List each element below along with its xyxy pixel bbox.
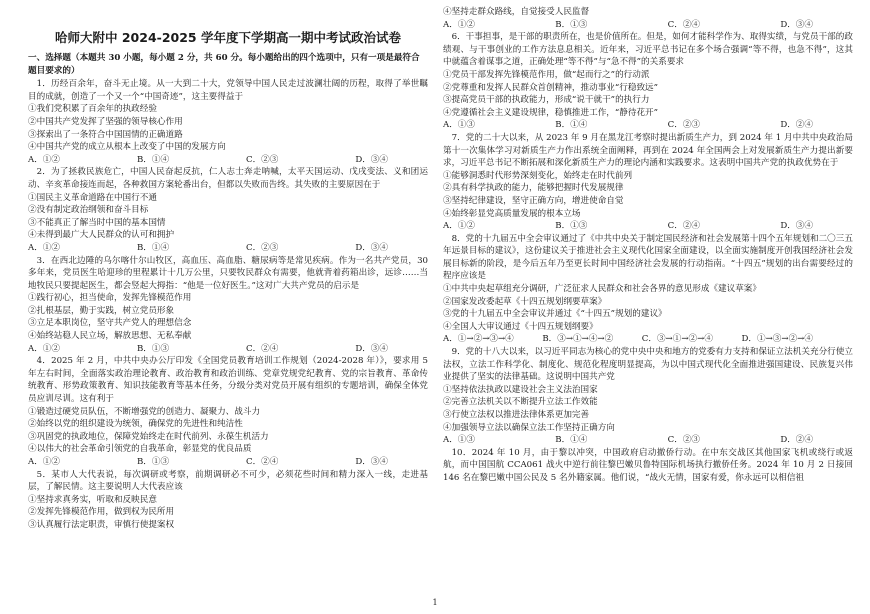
- question: [28, 78, 428, 166]
- option-statement: ③巩固党的执政地位，保障党始终走在时代前列、永葆生机活力: [28, 431, 269, 442]
- option-statement: ②始终以党的组织建设为统领，确保党的先进性和纯洁性: [28, 419, 243, 430]
- answer-choice[interactable]: A．①③: [443, 435, 475, 446]
- option-statement: ③不能真正了解当时中国的基本国情: [28, 217, 166, 228]
- option-statement: ①践行初心，担当使命，发挥先锋模范作用: [28, 293, 192, 304]
- answer-choice[interactable]: B．①④: [136, 242, 170, 253]
- option-statement: ①我们党积累了百余年的执政经验: [28, 104, 157, 115]
- answer-choice[interactable]: D．③④: [355, 154, 388, 165]
- option-statement: ③立足本职岗位，坚守共产党人的理想信念: [28, 318, 192, 329]
- answer-choice[interactable]: B．①④: [555, 120, 588, 131]
- answer-choice[interactable]: D．③④: [780, 221, 813, 232]
- answer-choices: [28, 154, 428, 167]
- answer-choice[interactable]: C．②③: [667, 120, 701, 131]
- option-statement: ①坚持依法执政以建设社会主义法治国家: [443, 384, 598, 395]
- option-statement: ④中国共产党的成立从根本上改变了中国的发展方向: [28, 142, 226, 153]
- option-statement: ③提高党员干部的执政能力，形成“说干就干”的执行力: [443, 95, 650, 106]
- right-questions: [443, 6, 853, 485]
- question-stem: 3．在西北边陲的乌尔喀什尔山牧区，高血压、高血脂、糖尿病等是常见疾病。作为一名共产党员，30 多年来，党员医生哈迎珍的里程累计十几万公里，只要牧民群众有需要，他就背着药箱出诊，远诊……当地牧民只要提起医生，都会竖起大拇指：“他是一位好医生。”这对广大共产党员的启示是: [28, 255, 428, 291]
- answer-choice[interactable]: B．①③: [136, 457, 170, 467]
- option-statement: ④以伟大的社会革命引领党的自我革命，彰显党的优良品质: [28, 444, 252, 455]
- answer-choice[interactable]: B．③→①→④→②: [542, 334, 614, 345]
- question: [443, 31, 853, 132]
- answer-choices: [28, 456, 428, 469]
- answer-choice[interactable]: D．③④: [355, 242, 388, 253]
- answer-choice[interactable]: C．②③: [667, 435, 701, 446]
- answer-choice[interactable]: B．①③: [555, 221, 588, 232]
- question-stem: 2．为了拯救民族危亡，中国人民奋起反抗，仁人志士奔走呐喊，太平天国运动、戊戌变法、义和团运动、辛亥革命接连而起，各种救国方案轮番出台，但都以失败而告终。其失败的主要原因在于: [28, 167, 428, 190]
- answer-choice[interactable]: A．①②: [443, 221, 475, 232]
- option-statement: ②完善立法机关以不断提升立法工作效能: [443, 397, 598, 408]
- answer-choices: [443, 333, 853, 346]
- option-statement: ②国家发改委起草《十四五规划纲要草案》: [443, 296, 607, 307]
- answer-choices: [28, 343, 428, 356]
- answer-choice[interactable]: C．②③: [246, 154, 279, 165]
- answer-choice[interactable]: A．①②: [443, 19, 475, 30]
- answer-choice[interactable]: D．①→③→②→④: [741, 334, 813, 345]
- answer-choice[interactable]: C．③→①→②→④: [641, 334, 713, 345]
- question-stem: 1．历经百余年，奋斗无止境。从一大到二十大，党领导中国人民走过波澜壮阔的历程，取得了举世瞩目的成就，创造了一个又一个“中国奇迹”，这主要得益于: [28, 79, 428, 102]
- option-statement: ③认真履行法定职责，审慎行使提案权: [28, 519, 175, 530]
- question-stem: 9．党的十八大以来，以习近平同志为核心的党中央中央和地方的党委有力支持和保证立法机关充分行使立法权，立法工作科学化、制度化、规范化程度明显提高，为以中国式现代化全面推进强国建设、民族复兴伟业提供了坚实的法律基础。这说明中国共产党: [443, 347, 853, 383]
- option-statement: ②没有制定政治纲领和奋斗目标: [28, 205, 149, 216]
- answer-choice[interactable]: D．③④: [355, 343, 388, 354]
- option-statement: ②具有科学执政的能力，能够把握时代发展规律: [443, 183, 624, 194]
- right-column: [443, 6, 853, 485]
- option-statement: ②中国共产党发挥了坚强的领导核心作用: [28, 116, 183, 127]
- question-stem: 4．2025 年 2 月，中共中央办公厅印发《全国党员教育培训工作规划（2024-2028 年）》，要求用 5 年左右时间，全面落实政治理论教育、政治教育和政治训练、党章党规党纪教育、党的宗旨教育、革命传统教育、形势政策教育、知识技能教育等基本任务，分级分类对党员开展有组织的专题培训，确保全体党员应训尽训。这有利于: [28, 356, 428, 405]
- question: [443, 132, 853, 233]
- question-stem: 6．干事担事，是干部的职责所在，也是价值所在。但是，如何才能科学作为、取得实绩，与党员干部的政绩观、与干事创业的工作方法息息相关。近年来，习近平总书记在多个场合强调“等不得，也急不得”，这其中就蕴含着谋事之道，正确处理“等不得”与“急不得”的关系要求: [443, 32, 853, 68]
- answer-choice[interactable]: A．①②: [28, 457, 60, 467]
- answer-choice[interactable]: B．①③: [555, 19, 588, 30]
- option-statement: ④党遵循社会主义建设规律，稳慎推进工作，“静待花开”: [443, 107, 659, 118]
- option-statement: ②党尊重和发挥人民群众首创精神，推动事业“行稳致远”: [443, 82, 659, 93]
- option-statement: ①中共中央起草组充分调研，广泛征求人民群众和社会各界的意见形成《建议草案》: [443, 284, 761, 295]
- answer-choice[interactable]: B．①④: [136, 154, 170, 165]
- option-statement: ③党的十九届五中全会审议并通过《“十四五”规划的建议》: [443, 309, 667, 320]
- option-statement: ①锻造过硬党员队伍，不断增强党的创造力、凝聚力、战斗力: [28, 406, 261, 417]
- answer-choices: [443, 220, 853, 233]
- answer-choice[interactable]: A．①→②→③→④: [443, 334, 514, 345]
- option-statement: ③坚持纪律建设，坚守正确方向，增进使命自觉: [443, 195, 624, 206]
- question: [443, 233, 853, 346]
- answer-choice[interactable]: D．②④: [780, 435, 813, 446]
- answer-choice[interactable]: B．①④: [555, 435, 588, 446]
- answer-choices: [443, 119, 853, 132]
- option-statement: ②发挥先锋模范作用，做到权为民所用: [28, 507, 175, 518]
- answer-choice[interactable]: A．①③: [443, 120, 475, 131]
- answer-choice[interactable]: C．②④: [667, 221, 701, 232]
- question: [28, 255, 428, 356]
- left-column: [28, 6, 428, 532]
- question-stem: 10．2024 年 10 月，由于黎以冲突，中国政府启动撤侨行动。在中东交战区其他国家飞机或绕行或返航，而中国国航 CCA061 战火中逆行前往黎巴嫩贝鲁特国际机场执行撤侨任务。2024 年 10 月 2 日接回 146 名在黎巴嫩中国公民及 5 名外籍家属。他们说，“战火无情，国家有爱，你永远可以相信祖: [443, 447, 853, 483]
- answer-choice[interactable]: A．①②: [28, 343, 60, 354]
- option-statement: ④全国人大审议通过《十四五规划纲要》: [443, 321, 598, 332]
- question-stem: 8．党的十九届五中全会审议通过了《中共中央关于制定国民经济和社会发展第十四个五年规划和二〇三五年远景目标的建议》，这份建议关于推进社会主义现代化国家全面建设，以全面实施制度开创我国经济社会发展目标新的阶段，是今后五年乃至更长时间中国经济社会发展的行动指南。“十四五”规划的出台需要经过的程序应该是: [443, 233, 853, 282]
- question: [443, 346, 853, 447]
- answer-choice[interactable]: C．②④: [246, 343, 279, 354]
- answer-choices: [443, 434, 853, 447]
- option-statement: ②扎根基层，勤于实践，树立党员形象: [28, 305, 175, 316]
- option-statement: ①能够洞悉时代形势深刻变化，始终走在时代前列: [443, 170, 633, 181]
- question-stem: 5．某市人大代表说，每次调研或考察，前期调研必不可少，必须花些时间和精力深入一线，走进基层，了解民情。这主要说明人大代表应该: [28, 469, 428, 493]
- answer-choice[interactable]: D．③④: [355, 457, 388, 467]
- left-questions: [28, 78, 428, 531]
- answer-choice[interactable]: A．①②: [28, 242, 60, 253]
- answer-choice[interactable]: D．③④: [780, 19, 813, 30]
- page-number: 1: [432, 598, 438, 607]
- option-statement: ①国民主义革命道路在中国行不通: [28, 192, 157, 203]
- section-heading: 一、选择题（本题共 30 小题，每小题 2 分，共 60 分。每小题给出的四个选项中，只有一项是最符合题目要求的）: [28, 53, 420, 76]
- answer-choice[interactable]: B．①③: [136, 343, 170, 354]
- answer-choice[interactable]: C．②④: [246, 457, 279, 467]
- question: [28, 355, 428, 468]
- page-title: 哈师大附中 2024-2025 学年度下学期高一期中考试政治试卷: [55, 30, 401, 45]
- option-statement: ③行使立法权以推进法律体系更加完善: [443, 410, 590, 420]
- answer-choices: [28, 242, 428, 255]
- answer-choice[interactable]: A．①②: [28, 154, 60, 165]
- question: [443, 447, 853, 485]
- answer-choice[interactable]: C．②③: [246, 242, 279, 253]
- option-statement: ①坚持求真务实，听取和反映民意: [28, 494, 157, 505]
- question: [28, 166, 428, 254]
- option-statement: ①党员干部发挥先锋模范作用，做“起而行之”的行动派: [443, 69, 650, 80]
- question-stem: 7．党的二十大以来，从 2023 年 9 月在黑龙江考察时提出新质生产力，到 2024 年 1 月中共中央政治局第十一次集体学习对新质生产力作出系统全面阐释，再到在 2024 年全国两会上对发展新质生产力提出新要求，习近平总书记不断拓展和深化新质生产力的理论内涵和实践要求。这表明中国共产党的执政优势在于: [443, 132, 853, 169]
- option-statement: ③探索出了一条符合中国国情的正确道路: [28, 129, 183, 140]
- option-statement: ④始终站稳人民立场，解放思想、无私奉献: [28, 331, 192, 342]
- answer-choice[interactable]: C．②④: [667, 19, 701, 30]
- answer-choices: [443, 19, 853, 32]
- option-statement: ④加强领导立法以确保立法工作坚持正确方向: [443, 422, 615, 433]
- answer-choice[interactable]: D．②④: [780, 120, 813, 131]
- option-statement: ④未得到最广大人民群众的认可和拥护: [28, 230, 175, 241]
- option-statement: ④始终彰显党高质量发展的根本立场: [443, 208, 581, 219]
- question: [28, 469, 428, 532]
- question: [443, 6, 853, 31]
- option-statement: ④坚持走群众路线，自觉接受人民监督: [443, 7, 590, 17]
